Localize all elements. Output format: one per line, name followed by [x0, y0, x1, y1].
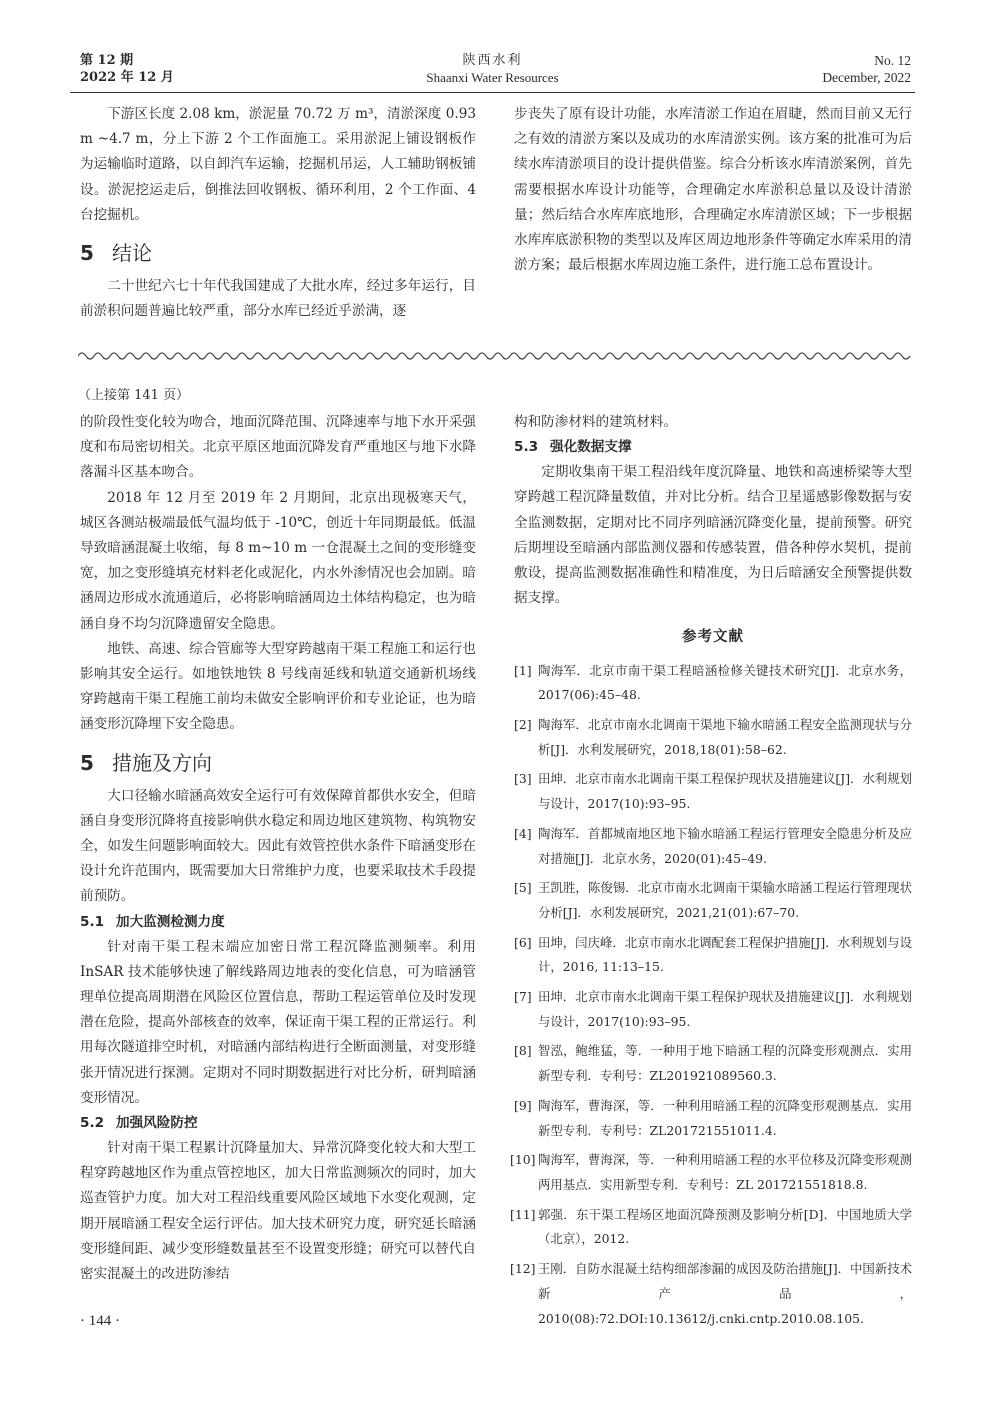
section-number: 5 — [80, 241, 94, 266]
reference-item — [514, 822, 912, 871]
article-divider — [78, 349, 912, 363]
reference-item — [510, 1257, 912, 1331]
header-right — [822, 52, 911, 86]
header-center — [70, 52, 915, 86]
reference-item — [514, 1039, 912, 1088]
paragraph: 构和防渗材料的建筑材料。 — [514, 414, 678, 430]
main-right-column — [510, 410, 912, 1336]
continued-from-note: （上接第 141 页） — [78, 388, 190, 403]
main-left-column — [80, 410, 476, 1287]
section-title: 措施及方向 — [112, 750, 212, 775]
reference-text: 田坤．北京市南水北调南干渠工程保护现状及措施建议[J]．水利规划与设计，2017(10):93–95. — [538, 771, 912, 812]
reference-number: [5] — [514, 880, 532, 896]
header-date-en: December, 2022 — [822, 70, 911, 85]
paragraph: 大口径输水暗涵高效安全运行可有效保障首都供水安全，但暗涵自身变形沉降将直接影响供水稳定和周边地区建筑物、构筑物安全，如发生问题影响面较大。因此有效管控供水条件下暗涵变形在设计允许范围内，既需要加大日常维护力度，也要采取技术手段提前预防。 — [80, 787, 476, 905]
section-number: 5 — [80, 750, 94, 775]
header-issue-en: No. 12 — [874, 53, 911, 68]
header-issue-cn: 第 12 期 — [80, 53, 134, 68]
prev-paragraph-3: 步丧失了原有设计功能，水库清淤工作迫在眉睫，然而目前又无行之有效的清淤方案以及成功的水库清淤实例。该方案的批准可为后续水库清淤项目的设计提供借鉴。综合分析该水库清淤案例，首先需要根据水库设计功能等，合理确定水库淤积总量以及设计清淤量；然后结合水库库底地形，合理确定水库清淤区域；下一步根据水库库底淤积物的类型以及库区周边地形条件等确定水库采用的清淤方案；最后根据水库周边施工条件，进行施工总布置设计。 — [514, 106, 912, 274]
page-number: · 144 · — [80, 1313, 120, 1329]
subsection-number: 5.2 — [80, 1115, 105, 1132]
subsection-title: 加强风险防控 — [116, 1115, 198, 1132]
reference-text: 陶海军，曹海深，等．一种利用暗涵工程的沉降变形观测基点．实用新型专利．专利号：ZL201721551011.4. — [538, 1097, 912, 1138]
section-title: 结论 — [112, 241, 152, 266]
header-date-cn: 2022 年 12 月 — [80, 70, 174, 85]
prev-article-right-column — [514, 102, 912, 278]
subsection-title: 加大监测检测力度 — [116, 913, 225, 930]
section-heading-conclusion — [80, 238, 476, 268]
paragraph: 地铁、高速、综合管廊等大型穿跨越南干渠工程施工和运行也影响其安全运行。如地铁地铁 8 号线南延线和轨道交通新机场线穿跨越南干渠工程施工前均未做安全影响评价和专业论证，也为暗涵变形沉降埋下安全隐患。 — [80, 640, 476, 733]
paragraph: 2018 年 12 月至 2019 年 2 月期间，北京出现极寒天气，城区各测站极端最低气温均低于 -10℃，创近十年同期最低。低温导致暗涵混凝土收缩，每 8 m~10 m 一仓混凝土之间的变形缝变宽，加之变形缝填充材料老化或泥化，内水外渗情况也会加剧。暗涵周边形成水流通道后，必将影响暗涵周边土体结构稳定，也为暗涵自身不均匀沉降遗留安全隐患。 — [80, 489, 476, 632]
prev-paragraph-1: 下游区长度 2.08 km，淤泥量 70.72 万 m³，清淤深度 0.93 m ~4.7 m，分上下游 2 个工作面施工。采用淤泥上铺设钢板作为运输临时道路，以自卸汽车运输，挖掘机吊运，人工辅助钢板铺设。淤泥挖运走后，倒推法回收钢板、循环利用，2 个工作面、4 台挖掘机。 — [80, 106, 476, 223]
reference-text: 智泓，鲍维猛，等．一种用于地下暗涵工程的沉降变形观测点．实用新型专利．专利号：ZL201921089560.3. — [538, 1043, 912, 1084]
subsection-number: 5.3 — [514, 439, 539, 456]
prev-paragraph-2: 二十世纪六七十年代我国建成了大批水库，经过多年运行，目前淤积问题普遍比较严重，部分水库已经近乎淤满，逐 — [80, 278, 476, 320]
reference-text: 陶海军．北京市南水北调南干渠地下输水暗涵工程安全监测现状与分析[J]．水利发展研究，2018,18(01):58–62. — [538, 717, 912, 757]
reference-number: [7] — [514, 989, 532, 1005]
reference-number: [6] — [514, 934, 532, 950]
reference-number: [10] — [510, 1152, 536, 1168]
reference-number: [1] — [514, 662, 532, 678]
subsection-number: 5.1 — [80, 913, 105, 930]
header-journal-en: Shaanxi Water Resources — [426, 70, 559, 85]
running-header — [70, 48, 915, 93]
reference-text: 陶海军．北京市南干渠工程暗涵检修关键技术研究[J]．北京水务，2017(06):45–48. — [538, 662, 912, 703]
reference-item — [510, 1148, 912, 1197]
reference-text: 陶海军．首都城南地区地下输水暗涵工程运行管理安全隐患分析及应对措施[J]．北京水务，2020(01):45–49. — [538, 825, 912, 866]
reference-item — [514, 985, 912, 1034]
reference-number: [9] — [514, 1097, 532, 1113]
prev-article-left-column — [80, 102, 476, 324]
reference-text: 郭强．东干渠工程场区地面沉降预测及影响分析[D]．中国地质大学（北京），2012. — [538, 1206, 912, 1247]
paragraph: 针对南干渠工程末端应加密日常工程沉降监测频率。利用 InSAR 技术能够快速了解线路周边地表的变化信息，可为暗涵管理单位提高周期潜在风险区位置信息，帮助工程运管单位及时发现潜在危险，提高外部核查的效率，保证南干渠工程的正常运行。利用每次隧道排空时机，对暗涵内部结构进行全断面测量，对变形缝张开情况进行探测。定期对不同时期数据进行对比分析，研判暗涵变形情况。 — [80, 938, 476, 1106]
reference-text: 田坤，闫庆峰．北京市南水北调配套工程保护措施[J]．水利规划与设计，2016, 11:13–15. — [538, 934, 912, 975]
reference-item — [514, 931, 912, 980]
reference-text: 田坤．北京市南水北调南干渠工程保护现状及措施建议[J]．水利规划与设计，2017(10):93–95. — [538, 989, 912, 1029]
paragraph: 的阶段性变化较为吻合，地面沉降范围、沉降速率与地下水开采强度和布局密切相关。北京平原区地面沉降发育严重地区与地下水降落漏斗区基本吻合。 — [80, 414, 476, 481]
reference-text: 陶海军，曹海深，等．一种利用暗涵工程的水平位移及沉降变形观测两用基点．实用新型专利．专利号：ZL 201721551818.8. — [538, 1152, 912, 1192]
references-list — [510, 659, 912, 1332]
reference-item — [514, 713, 912, 762]
subsection-heading-5-1 — [80, 910, 476, 935]
references-heading: 参考文献 — [682, 629, 744, 646]
reference-item — [514, 767, 912, 816]
reference-text: 王凯胜，陈俊锡．北京市南水北调南干渠输水暗涵工程运行管理现状分析[J]．水利发展研究，2021,21(01):67–70. — [538, 880, 912, 920]
reference-item — [514, 1094, 912, 1143]
reference-text: 王刚．自防水混凝土结构细部渗漏的成因及防治措施[J]．中国新技术新产品，2010(08):72.DOI:10.13612/j.cnki.cntp.2010.08.105. — [538, 1261, 912, 1326]
reference-item — [514, 876, 912, 925]
header-journal-cn: 陕西水利 — [462, 53, 523, 68]
reference-item — [510, 1203, 912, 1252]
reference-number: [8] — [514, 1043, 532, 1059]
reference-number: [3] — [514, 771, 532, 787]
reference-item — [514, 659, 912, 708]
subsection-title: 强化数据支撑 — [550, 439, 632, 456]
reference-number: [4] — [514, 825, 532, 841]
section-heading-measures — [80, 748, 476, 778]
subsection-heading-5-2 — [80, 1111, 476, 1136]
subsection-heading-5-3 — [514, 435, 912, 460]
reference-number: [2] — [514, 717, 532, 733]
reference-number: [11] — [510, 1206, 536, 1222]
paragraph: 针对南干渠工程累计沉降量加大、异常沉降变化较大和大型工程穿跨越地区作为重点管控地区，加大日常监测频次的同时，加大巡查管护力度。加大对工程沿线重要风险区域地下水变化观测，定期开展暗涵工程安全运行评估。加大技术研究力度，研究延长暗涵变形缝间距、减少变形缝数量甚至不设置变形缝；研究可以替代自密实混凝土的改进防渗结 — [80, 1140, 476, 1283]
paragraph: 定期收集南干渠工程沿线年度沉降量、地铁和高速桥梁等大型穿跨越工程沉降量数值，并对比分析。结合卫星遥感影像数据与安全监测数据，定期对比不同序列暗涵沉降变化量，提前预警。研究后期埋设至暗涵内部监测仪器和传感装置，借各种停水契机，提前敷设，提高监测数据准确性和精准度，为日后暗涵安全预警提供数据支撑。 — [514, 464, 912, 607]
reference-number: [12] — [510, 1261, 536, 1277]
